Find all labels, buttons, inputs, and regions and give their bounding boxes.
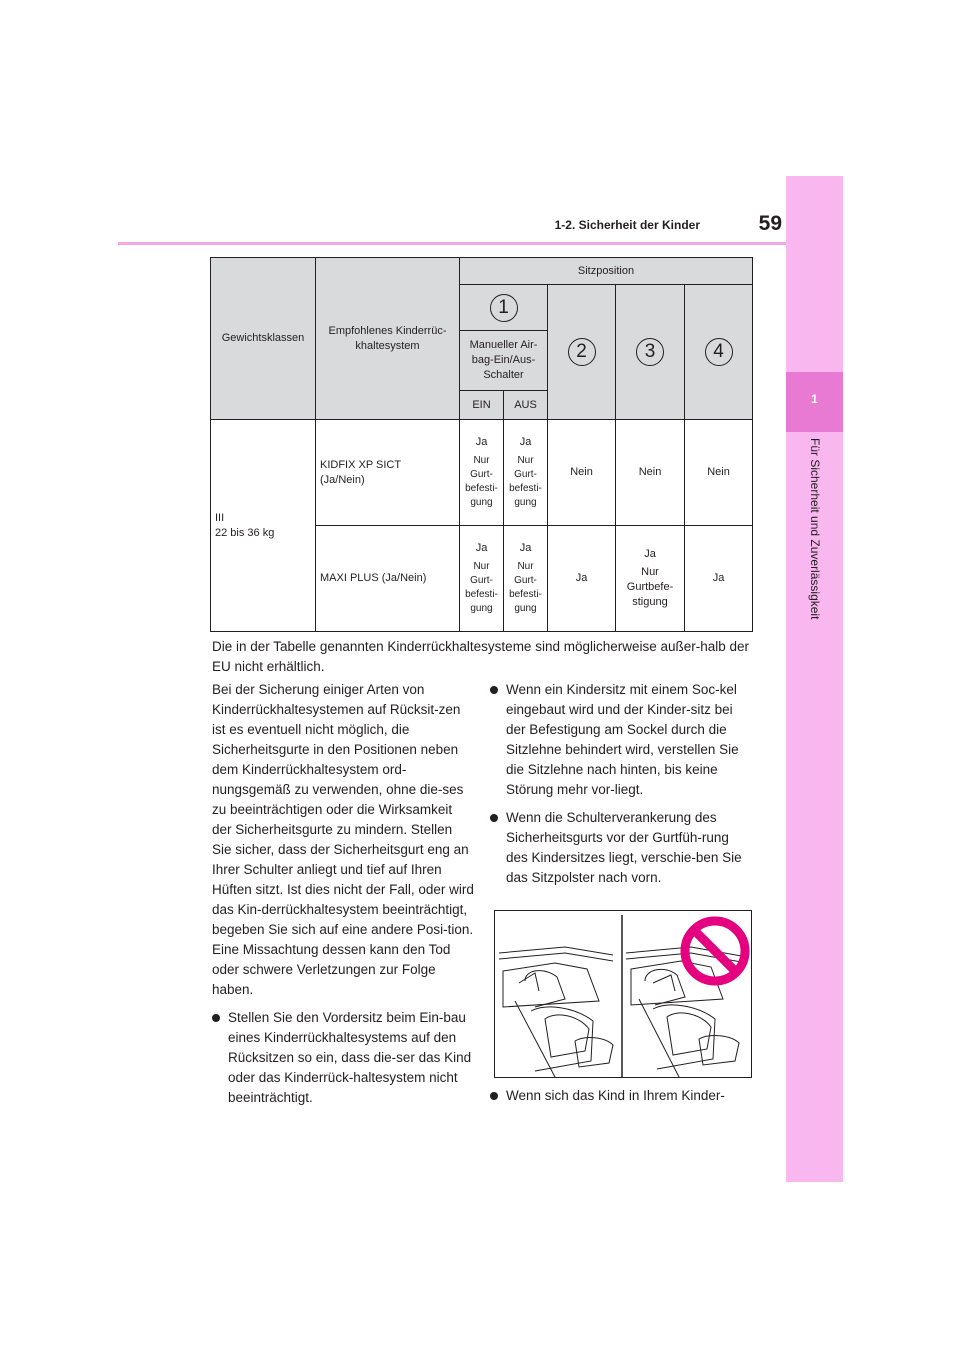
header-manual-airbag-switch: Manueller Air-bag-Ein/Aus-Schalter [460, 331, 548, 391]
header-rule [118, 242, 786, 245]
ein-cell: Ja Nur Gurt- befesti- gung [460, 420, 504, 526]
aus-cell: Ja Nur Gurt- befesti- gung [504, 420, 548, 526]
position-3-cell: Nein [616, 420, 685, 526]
list-item: Wenn sich das Kind in Ihrem Kinder- [490, 1086, 752, 1106]
chapter-title-text: Für Sicherheit und Zuverlässigkeit [808, 438, 822, 620]
child-seat-drawing [495, 911, 751, 1077]
position-2-icon: 2 [568, 338, 596, 366]
bullet-icon [490, 814, 498, 822]
header-aus: AUS [504, 391, 548, 420]
header-weight-class: Gewichtsklassen [211, 258, 316, 420]
system-cell: KIDFIX XP SICT (Ja/Nein) [316, 420, 460, 526]
position-4-cell: Nein [685, 420, 753, 526]
position-2-cell: Ja [548, 526, 616, 632]
continued-bullet [490, 1086, 752, 1114]
chapter-number: 1 [811, 392, 818, 406]
child-seat-illustration [494, 910, 752, 1078]
bullet-icon [212, 1014, 220, 1022]
section-title: 1-2. Sicherheit der Kinder [554, 218, 700, 232]
aus-cell: Ja Nur Gurt- befesti- gung [504, 526, 548, 632]
header-position-1 [460, 285, 548, 331]
list-item: Stellen Sie den Vordersitz beim Ein-bau eines Kinderrückhaltesystems auf den Rücksitzen so ein, dass die-ser das Kind oder das Kinderrück-haltesystem nicht beeinträchtigt. [212, 1008, 474, 1108]
position-1-icon: 1 [490, 294, 518, 322]
ein-cell: Ja Nur Gurt- befesti- gung [460, 526, 504, 632]
page-number: 59 [758, 212, 782, 235]
seat-position-table [210, 257, 753, 632]
list-item: Wenn ein Kindersitz mit einem Soc-kel eingebaut wird und der Kinder-sitz bei der Befestigung am Sockel durch die Sitzlehne behindert wird, verstellen Sie die Sitzlehne nach hinten, bis keine Störung mehr vor-liegt. [490, 680, 752, 800]
position-3-icon: 3 [636, 338, 664, 366]
position-4-cell: Ja [685, 526, 753, 632]
bullet-icon [490, 686, 498, 694]
warning-paragraph: Bei der Sicherung einiger Arten von Kinderrückhaltesystemen auf Rücksit-zen ist es eventuell nicht möglich, die Sicherheitsgurte in den Positionen neben dem Kinderrückhaltesystem ord-nungsgemäß zu verwenden, ohne die-ses zu beeinträchtigen oder die Wirksamkeit der Sicherheitsgurte zu mindern. Stellen Sie sicher, dass der Sicherheitsgurt eng an Ihrer Schulter anliegt und tief auf Ihren Hüften sitzt. Ist dies nicht der Fall, oder wird das Kin-derrückhaltesystem beeinträchtigt, begeben Sie sich auf eine andere Posi-tion. Eine Missachtung dessen kann den Tod oder schwere Verletzungen zur Folge haben. [212, 682, 474, 997]
table-footnote: Die in der Tabelle genannten Kinderrückhaltesysteme sind möglicherweise außer-halb der EU nicht erhältlich. [212, 639, 750, 674]
position-2-cell: Nein [548, 420, 616, 526]
header-position-3 [616, 285, 685, 420]
position-3-cell: Ja Nur Gurtbefe-stigung [616, 526, 685, 632]
chapter-title [803, 438, 827, 758]
right-column [490, 680, 752, 896]
weight-class-cell: III 22 bis 36 kg [211, 420, 316, 632]
table-row [211, 420, 753, 526]
header-seat-position: Sitzposition [460, 258, 753, 285]
header-position-4 [685, 285, 753, 420]
header-ein: EIN [460, 391, 504, 420]
position-4-icon: 4 [705, 338, 733, 366]
list-item: Wenn die Schulterverankerung des Sicherheitsgurts vor der Gurtfüh-rung des Kindersitzes liegt, verschie-ben Sie das Sitzpolster nach vorn. [490, 808, 752, 888]
header-position-2 [548, 285, 616, 420]
system-cell: MAXI PLUS (Ja/Nein) [316, 526, 460, 632]
header-recommended-system: Empfohlenes Kinderrüc-khaltesystem [316, 258, 460, 420]
left-column [212, 680, 474, 1116]
bullet-icon [490, 1092, 498, 1100]
